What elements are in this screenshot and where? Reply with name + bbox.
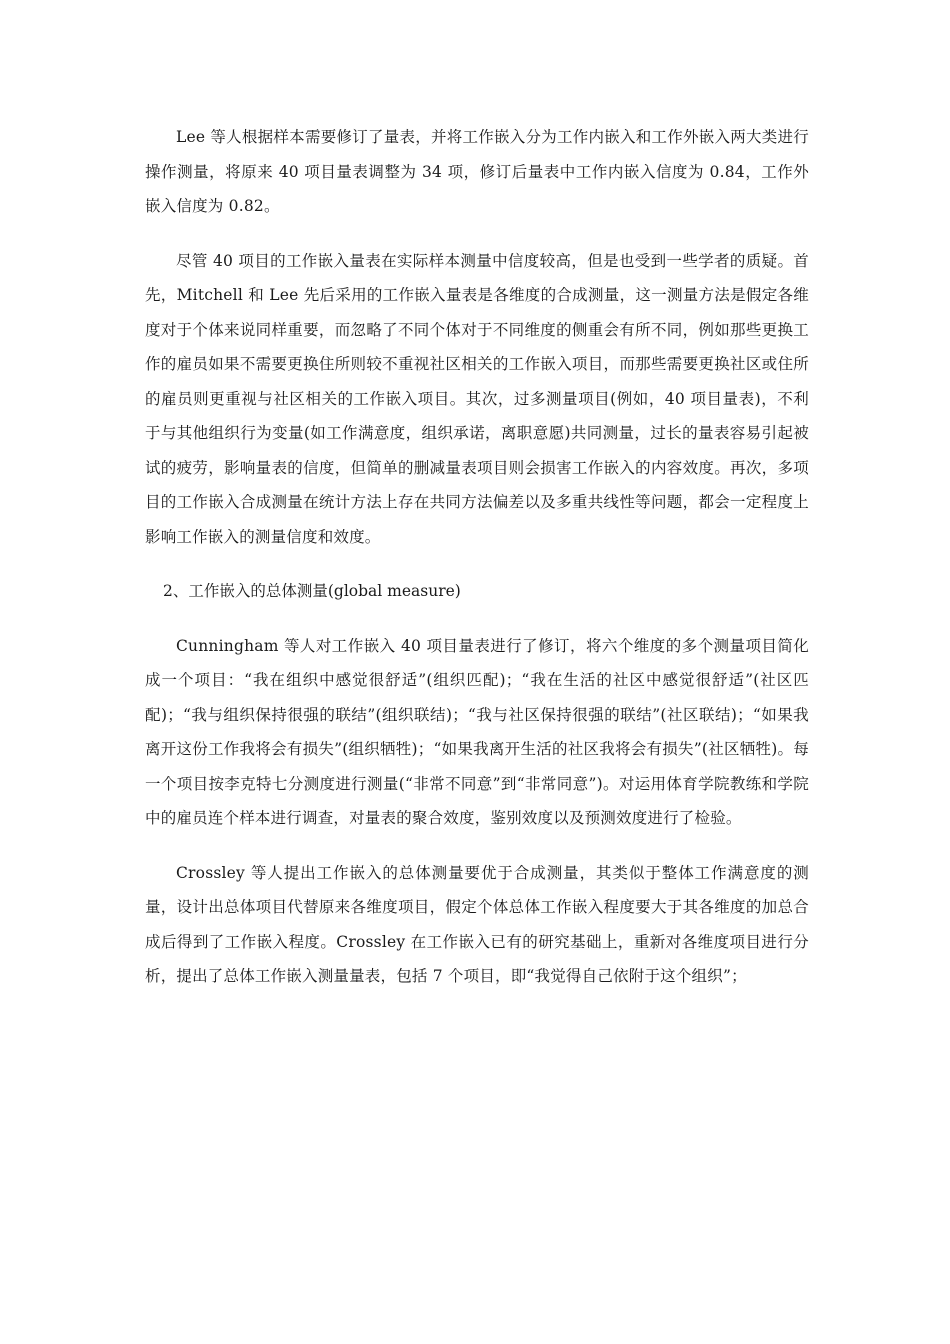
paragraph-lee-revision: Lee 等人根据样本需要修订了量表，并将工作嵌入分为工作内嵌入和工作外嵌入两大类进行操作测量，将原来 40 项目量表调整为 34 项，修订后量表中工作内嵌入信度为 0.84，工作外嵌入信度为 0.82。 [145,128,809,215]
paragraph-cunningham: Cunningham 等人对工作嵌入 40 项目量表进行了修订，将六个维度的多个测量项目简化成一个项目：“我在组织中感觉很舒适”(组织匹配)；“我在生活的社区中感觉很舒适”(社区匹配)；“我与组织保持很强的联结”(组织联结)；“我与社区保持很强的联结”(社区联结)；“如果我离开这份工作我将会有损失”(组织牺牲)；“如果我离开生活的社区我将会有损失”(社区牺牲)。每一个项目按李克特七分测度进行测量(“非常不同意”到“非常同意”)。对运用体育学院教练和学院中的雇员连个样本进行调查，对量表的聚合效度，鉴别效度以及预测效度进行了检验。 [145,636,809,827]
document-body [145,120,809,994]
paragraph-criticism: 尽管 40 项目的工作嵌入量表在实际样本测量中信度较高，但是也受到一些学者的质疑。首先，Mitchell 和 Lee 先后采用的工作嵌入量表是各维度的合成测量，这一测量方法是假定各维度对于个体来说同样重要，而忽略了不同个体对于不同维度的侧重会有所不同，例如那些更换工作的雇员如果不需要更换住所则较不重视社区相关的工作嵌入项目，而那些需要更换社区或住所的雇员则更重视与社区相关的工作嵌入项目。其次，过多测量项目(例如，40 项目量表)，不利于与其他组织行为变量(如工作满意度，组织承诺，离职意愿)共同测量，过长的量表容易引起被试的疲劳，影响量表的信度，但简单的删减量表项目则会损害工作嵌入的内容效度。再次，多项目的工作嵌入合成测量在统计方法上存在共同方法偏差以及多重共线性等问题，都会一定程度上影响工作嵌入的测量信度和效度。 [145,251,809,546]
section-heading: 2、工作嵌入的总体测量(global measure) [163,582,461,600]
paragraph-crossley: Crossley 等人提出工作嵌入的总体测量要优于合成测量，其类似于整体工作满意度的测量，设计出总体项目代替原来各维度项目，假定个体总体工作嵌入程度要大于其各维度的加总合成后得到了工作嵌入程度。Crossley 在工作嵌入已有的研究基础上，重新对各维度项目进行分析，提出了总体工作嵌入测量量表，包括 7 个项目，即“我觉得自己依附于这个组织”； [145,863,809,985]
